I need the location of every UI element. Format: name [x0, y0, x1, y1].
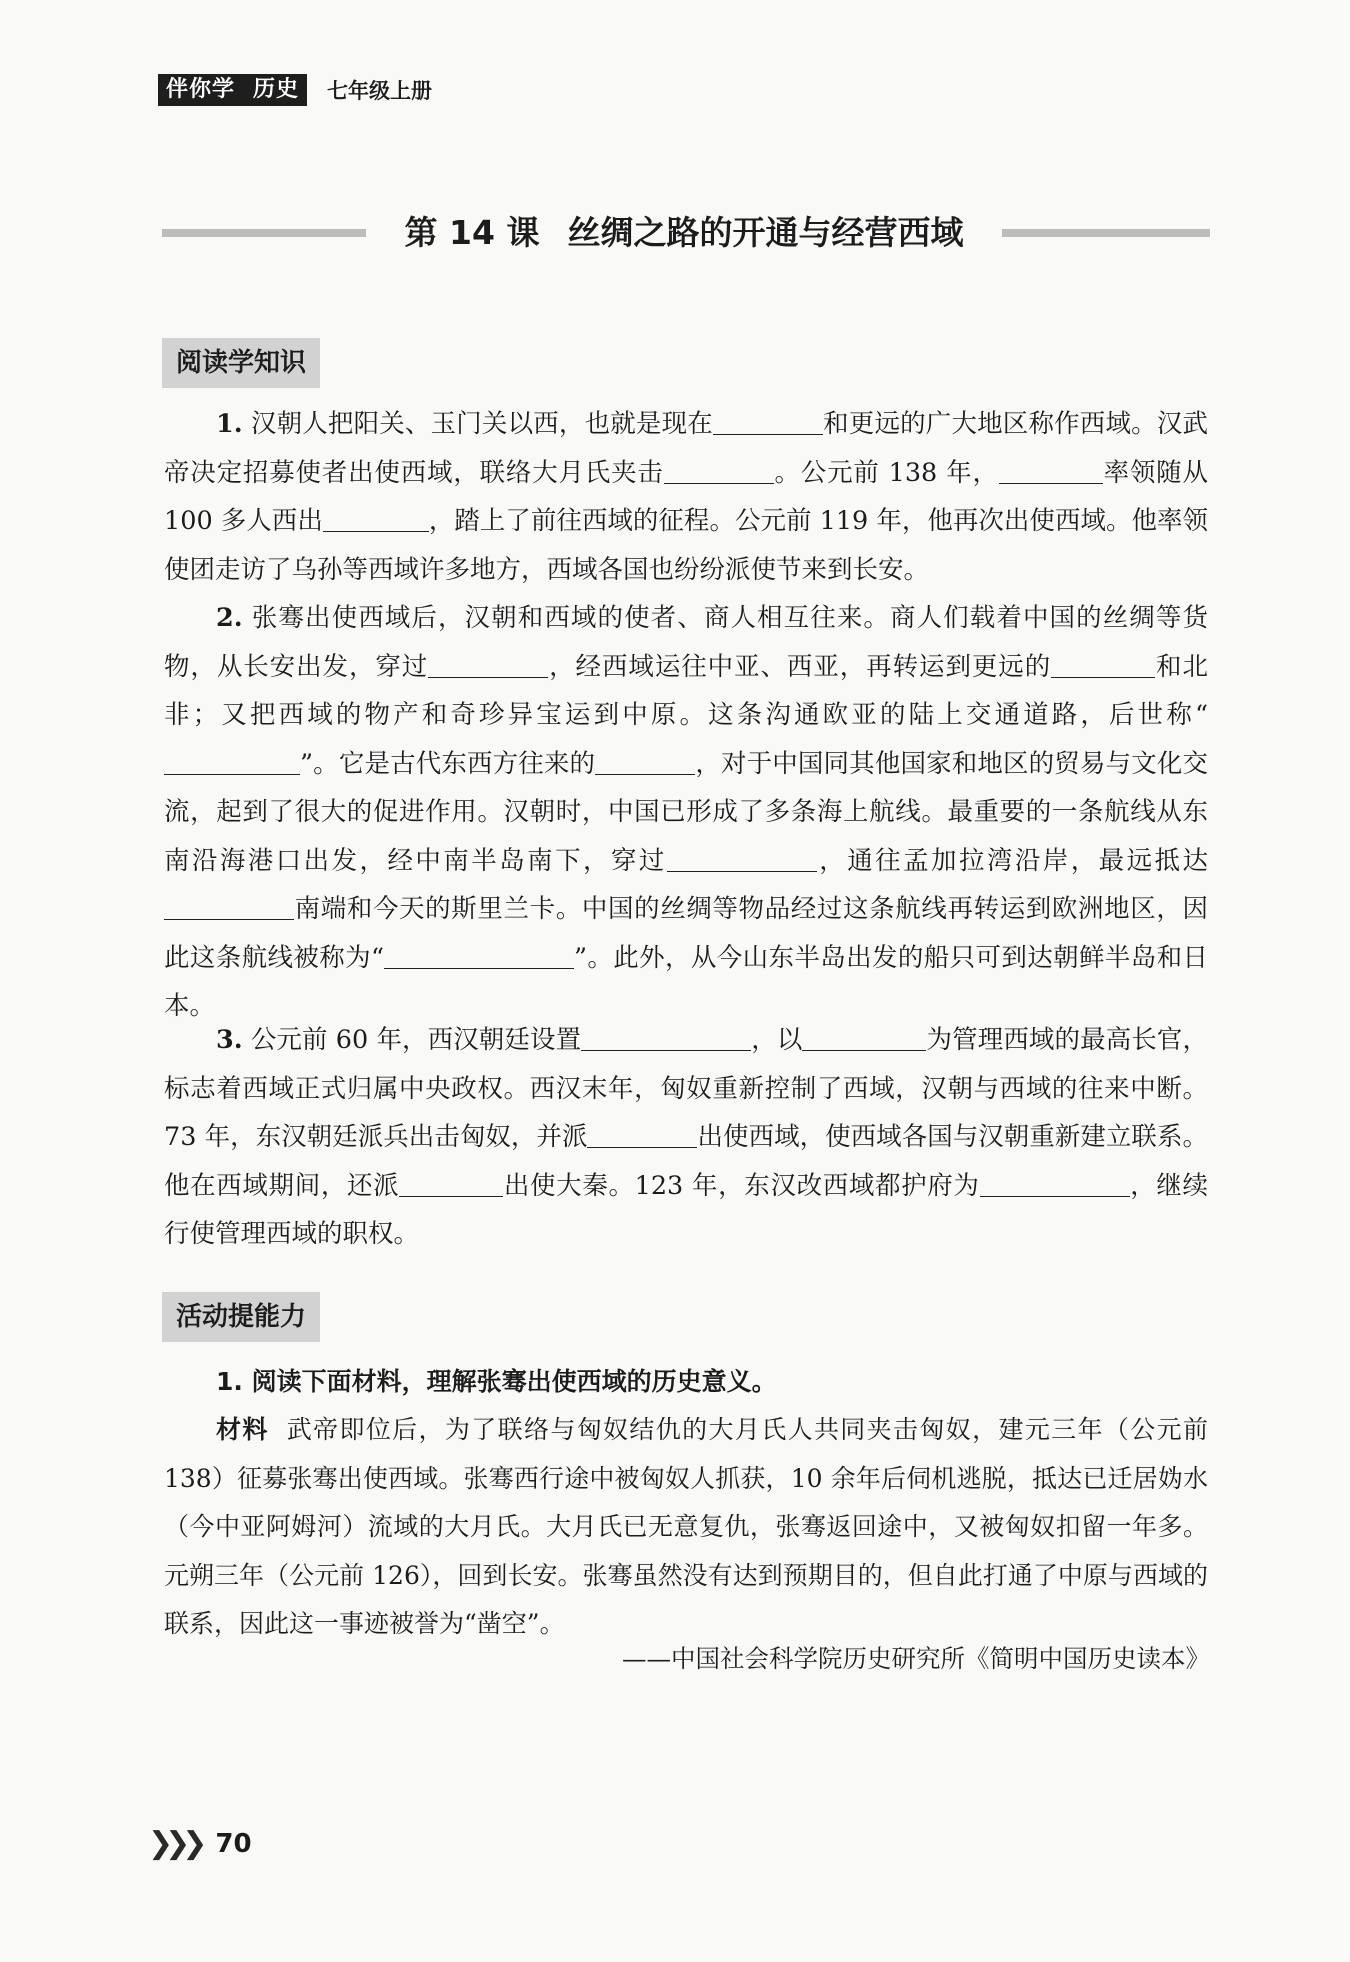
question-text: 。公元前 138 年，	[773, 457, 999, 488]
question-number: 1.	[216, 409, 243, 439]
question-text: ，对于中国同其他国家和地区的贸易与文化交流，起到了很大的促进作用。汉朝时，中国已形成了多条海上航线。最重要的一条航线从东南沿海港口出发，经中南半岛南下，穿过	[164, 748, 1208, 876]
question-3	[164, 1016, 1208, 1259]
question-text: 率领随从 100 多人西出	[164, 457, 1208, 536]
running-header	[158, 74, 432, 106]
lesson-name: 丝绸之路的开通与经营西域	[567, 213, 964, 252]
question-text: ”。此外，从今山东半岛出发的船只可到达朝鲜半岛和日本。	[164, 942, 1208, 1021]
answer-blank[interactable]	[713, 408, 823, 435]
material-label: 材料	[216, 1415, 269, 1444]
lesson-number: 第 14 课	[404, 213, 540, 252]
answer-blank[interactable]	[399, 1170, 503, 1197]
answer-blank[interactable]	[667, 845, 817, 872]
question-number: 3.	[216, 1025, 243, 1055]
question-text: ”。它是古代东西方往来的	[300, 748, 596, 779]
activity-question: 1. 阅读下面材料，理解张骞出使西域的历史意义。	[216, 1367, 777, 1396]
answer-blank[interactable]	[323, 505, 429, 532]
question-text: ，继续行使管理西域的职权。	[164, 1170, 1208, 1249]
question-text: 出使西域，使西域各国与汉朝重新建立联系。他在西域期间，还派	[164, 1122, 1208, 1201]
answer-blank[interactable]	[164, 748, 300, 775]
triple-chevron-right-icon: ❯❯❯	[148, 1826, 200, 1861]
answer-blank[interactable]	[587, 1121, 697, 1148]
question-1	[164, 400, 1208, 594]
title-rule-left	[162, 229, 366, 237]
answer-blank[interactable]	[595, 748, 695, 775]
section-tag-activity: 活动提能力	[162, 1292, 320, 1342]
lesson-title	[372, 205, 996, 261]
question-text: 为管理西域的最高长官，标志着西域正式归属中央政权。西汉末年，匈奴重新控制了西域，汉朝与西域的往来中断。73 年，东汉朝廷派兵出击匈奴，并派	[164, 1025, 1208, 1152]
title-rule-right	[1002, 229, 1210, 237]
answer-blank[interactable]	[999, 457, 1103, 484]
question-text: ，通往孟加拉湾沿岸，最远抵达	[816, 845, 1208, 876]
question-text: 和北非；又把西域的物产和奇珍异宝运到中原。这条沟通欧亚的陆上交通道路，后世称“	[164, 651, 1208, 730]
question-text: 公元前 60 年，西汉朝廷设置	[250, 1025, 582, 1055]
answer-blank[interactable]	[384, 942, 574, 969]
series-name: 伴你学	[166, 77, 236, 102]
question-text: 汉朝人把阳关、玉门关以西，也就是现在	[250, 409, 713, 439]
answer-blank[interactable]	[664, 457, 774, 484]
series-badge	[158, 74, 307, 106]
question-text: ，经西域运往中亚、西亚，再转运到更远的	[548, 651, 1052, 682]
answer-blank[interactable]	[428, 651, 548, 678]
material-passage	[164, 1406, 1208, 1649]
answer-blank[interactable]	[1051, 651, 1155, 678]
page-footer	[148, 1826, 252, 1861]
question-text: 南端和今天的斯里兰卡。中国的丝绸等物品经过这条航线再转运到欧洲地区，因此这条航线被称为“	[164, 894, 1208, 973]
section-tag-knowledge: 阅读学知识	[162, 338, 320, 388]
material-text: 武帝即位后，为了联络与匈奴结仇的大月氏人共同夹击匈奴，建元三年（公元前 138）征募张骞出使西域。张骞西行途中被匈奴人抓获，10 余年后伺机逃脱，抵达已迁居妫水（今中亚阿姆河）流域的大月氏。大月氏已无意复仇，张骞返回途中，又被匈奴扣留一年多。元朔三年（公元前 126），回到长安。张骞虽然没有达到预期目的，但自此打通了中原与西域的联系，因此这一事迹被誉为“凿空”。	[164, 1415, 1208, 1638]
answer-blank[interactable]	[581, 1024, 751, 1051]
grade-label: 七年级上册	[327, 78, 433, 103]
question-2	[164, 594, 1208, 1031]
answer-blank[interactable]	[802, 1024, 926, 1051]
question-text: ，以	[751, 1025, 803, 1055]
material-source: ——中国社会科学院历史研究所《简明中国历史读本》	[622, 1644, 1210, 1673]
answer-blank[interactable]	[164, 893, 294, 920]
question-text: ，踏上了前往西域的征程。公元前 119 年，他再次出使西域。他率领使团走访了乌孙等西域许多地方，西域各国也纷纷派使节来到长安。	[164, 506, 1208, 585]
question-text: 张骞出使西域后，汉朝和西域的使者、商人相互往来。商人们载着中国的丝绸等货物，从长安出发，穿过	[164, 603, 1208, 682]
answer-blank[interactable]	[980, 1170, 1130, 1197]
question-text: 出使大秦。123 年，东汉改西域都护府为	[503, 1170, 980, 1201]
subject-name: 历史	[253, 77, 300, 102]
page-number: 70	[215, 1828, 252, 1859]
lesson-title-row	[162, 205, 1210, 261]
question-text: 和更远的广大地区称作西域。汉武帝决定招募使者出使西域，联络大月氏夹击	[164, 409, 1208, 488]
question-number: 2.	[216, 603, 243, 633]
